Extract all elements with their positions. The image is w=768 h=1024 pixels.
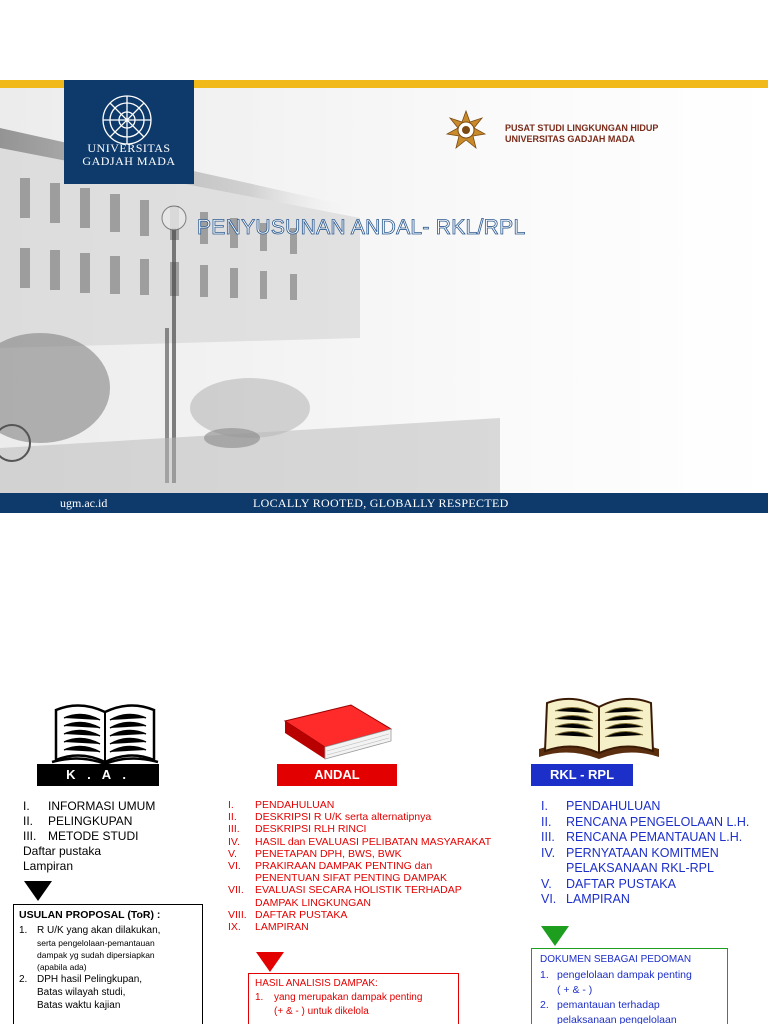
list-item: VIII. DAFTAR PUSTAKA	[228, 908, 348, 921]
list-item: VI. PRAKIRAAN DAMPAK PENTING dan	[228, 860, 433, 873]
open-book-icon	[50, 700, 160, 764]
pslh-emblem-icon	[446, 110, 486, 150]
down-arrow-icon	[256, 952, 284, 972]
list-item-continuation: pelaksanaan pengelolaan	[557, 1014, 677, 1024]
list-item: IV. PERNYATAAN KOMITMEN	[541, 845, 719, 860]
list-item-continuation: PENENTUAN SIFAT PENTING DAMPAK	[255, 872, 447, 885]
list-item: 1. R U/K yang akan dilakukan,	[19, 925, 161, 936]
andal-contents-list	[228, 799, 491, 933]
list-item: I. INFORMASI UMUM	[23, 799, 156, 813]
impact-analysis-title: HASIL ANALISIS DAMPAK:	[255, 978, 378, 989]
list-item: I. PENDAHULUAN	[541, 799, 661, 813]
title-slide	[0, 80, 768, 513]
down-arrow-icon	[24, 881, 52, 901]
list-item-continuation: serta pengelolaan-pemantauan	[37, 938, 155, 948]
list-item: II. PELINGKUPAN	[23, 814, 133, 828]
list-item: III. RENCANA PEMANTAUAN L.H.	[541, 830, 743, 844]
list-item-continuation: Batas wilayah studi,	[37, 987, 126, 998]
list-item: 1. yang merupakan dampak penting	[255, 992, 423, 1003]
list-item-continuation: dampak yg sudah dipersiapkan	[37, 950, 155, 960]
list-item-continuation: PELAKSANAAN RKL-RPL	[566, 861, 714, 875]
list-item: II. DESKRIPSI R U/K serta alternatipnya	[228, 811, 432, 824]
closed-book-icon	[281, 703, 395, 761]
impact-analysis-box	[248, 973, 459, 1024]
ka-contents-list	[23, 799, 155, 874]
list-item: Lampiran	[23, 859, 74, 873]
guidance-title: DOKUMEN SEBAGAI PEDOMAN	[540, 954, 692, 965]
list-item: Daftar pustaka	[23, 844, 102, 858]
list-item: VI. LAMPIRAN	[541, 892, 630, 906]
guidance-document-box	[531, 948, 728, 1024]
pslh-line-2: UNIVERSITAS GADJAH MADA	[505, 134, 635, 144]
list-item: IV. HASIL dan EVALUASI PELIBATAN MASYARAKAT	[228, 835, 492, 848]
pslh-line-1: PUSAT STUDI LINGKUNGAN HIDUP	[505, 123, 659, 133]
list-item: 1. pengelolaan dampak penting	[540, 969, 692, 981]
slide-title: PENYUSUNAN ANDAL- RKL/RPL	[197, 216, 526, 239]
list-item: I. PENDAHULUAN	[228, 799, 335, 811]
footer-url: ugm.ac.id	[60, 496, 108, 510]
list-item-continuation: (apabila ada)	[37, 962, 87, 972]
list-item: III. METODE STUDI	[23, 829, 139, 843]
list-item-continuation: Batas waktu kajian	[37, 1000, 121, 1011]
logo-line-1: UNIVERSITAS	[87, 141, 171, 155]
proposal-box	[13, 904, 203, 1024]
pslh-label	[505, 123, 658, 145]
rkl-rpl-label: RKL - RPL	[531, 764, 633, 786]
down-arrow-icon	[541, 926, 569, 946]
list-item-continuation: (+ & - ) untuk dikelola	[274, 1006, 369, 1017]
andal-label: ANDAL	[277, 764, 397, 786]
footer-tagline: LOCALLY ROOTED, GLOBALLY RESPECTED	[253, 496, 509, 510]
list-item: III. DESKRIPSI RLH RINCI	[228, 823, 367, 836]
ugm-logo-text	[64, 142, 194, 168]
list-item-continuation: ( + & - )	[557, 984, 593, 996]
open-book-icon	[537, 693, 661, 761]
list-item: V. DAFTAR PUSTAKA	[541, 876, 676, 891]
ka-label: K . A .	[37, 764, 159, 786]
logo-line-2: GADJAH MADA	[82, 154, 176, 168]
ugm-emblem-icon	[97, 92, 157, 148]
list-item: 2. pemantauan terhadap	[540, 999, 660, 1011]
list-item: V. PENETAPAN DPH, BWS, BWK	[228, 847, 402, 860]
list-item-continuation: DAMPAK LINGKUNGAN	[255, 896, 371, 909]
proposal-title: USULAN PROPOSAL (ToR) :	[19, 909, 161, 921]
list-item: II. RENCANA PENGELOLAAN L.H.	[541, 814, 750, 829]
list-item: VII. EVALUASI SECARA HOLISTIK TERHADAP	[228, 884, 462, 897]
list-item: 2. DPH hasil Pelingkupan,	[19, 974, 143, 985]
rkl-rpl-contents-list	[541, 799, 749, 908]
list-item: IX. LAMPIRAN	[228, 921, 309, 934]
